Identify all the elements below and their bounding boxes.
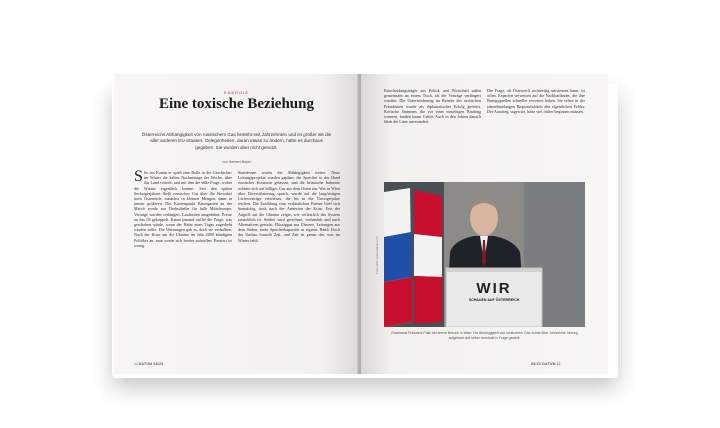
brand-footer-right: 05/23 DATUM xyxy=(531,362,556,366)
right-body-text-col1: Entscheidungsträger aus Politik und Wirtschaft saßen gemeinsam an einem Tisch, als die Verträge verlängert wurden. Die Unterzeichnung im Beisein des russischen Präsidenten wurde als diplomatischer Erfolg gefeiert. Kritische Stimmen, die vor einer einseitigen Bindung warnten, fanden kaum Gehör. Auch in den Jahren danach blieb die Linie unverändert. xyxy=(384,88,481,125)
left-footer xyxy=(134,362,163,366)
article-photo xyxy=(384,182,585,327)
russian-flag xyxy=(384,188,412,327)
body-column-1 xyxy=(134,170,232,356)
page-number-right: 15 xyxy=(556,362,561,366)
drop-cap: S xyxy=(134,170,143,185)
body-column-2 xyxy=(238,170,340,356)
right-body-column-2 xyxy=(487,88,585,178)
right-page xyxy=(361,74,608,374)
podium-subslogan: SCHAUEN AUF ÖSTERREICH xyxy=(468,298,520,302)
section-kicker: ENERGIE xyxy=(223,90,249,95)
right-footer xyxy=(531,362,560,366)
podium-top xyxy=(446,268,542,272)
body-text-col1: So ein Kamin er spielt eine Rolle in der Geschichte: im Winter die kalten Nachmittage der Woche, über das Land verteilt, und mit ihm die stille Frage, woher die Wärme eigentlich kommt. Seit den späten Sechzigerjahren fließt russisches Gas über die Slowakei nach Österreich, zunächst in kleinen Mengen, dann in immer größeren. Der Knotenpunkt Baumgarten an der March wurde zur Drehscheibe für halb Mitteleuropa. Verträge wurden verlängert, Laufzeiten ausgedehnt, Preise an das Öl gekoppelt. Kaum jemand stellte die Frage, was geschehen würde, wenn der Hahn eines Tages zugedreht werden sollte. Die Warnungen gab es, doch sie verhallten. Nach der Krise um die Ukraine im Jahr 2009 kündigten Politiker an, man werde sich breiter aufstellen. Passiert ist wenig. xyxy=(134,170,232,248)
brand-footer-left: DATUM 05/23 xyxy=(138,362,164,366)
right-body-column-1 xyxy=(384,88,481,178)
page-number-left: 14 xyxy=(134,362,138,366)
body-text-col2: Stattdessen wuchs die Abhängigkeit weiter. Neue Leitungsprojekte wurden geplant, die Speicher in der Hand russischer Konzerne gelassen, und die heimische Industrie richtete sich auf billiges Gas aus dem Osten ein. Wer in Wien über Diversifizierung sprach, wurde auf die langfristigen Lieferverträge verwiesen, die bis in die Vierzigerjahre reichen. Die Erzählung vom verlässlichen Partner hielt sich hartnäckig, auch nach der Annexion der Krim. Erst der Angriff auf die Ukraine zeigte, wie verletzlich das System tatsächlich ist. Seither wird gerechnet, verhandelt und nach Alternativen gesucht: Flüssiggas aus Übersee, Leitungen aus dem Süden, mehr Speicherkapazität in eigener Hand. Doch der Umbau braucht Zeit, und Zeit ist genau das, was im Winter fehlt. xyxy=(238,170,340,243)
article-subhead: Österreichs Abhängigkeit von russischem Gas besteht seit Jahrzehnten und ist größer als die aller anderen EU-Staaten. Gelegenheiten, daran etwas zu ändern, hätte es durchaus gegeben. Sie wurden aber nicht genutzt. xyxy=(141,132,332,150)
podium-slogan: WIR xyxy=(476,280,512,297)
photo-scene xyxy=(384,182,585,327)
article-byline: von Herbert Beyer xyxy=(221,160,252,164)
photo-caption: Russlands Präsident Putin bei einem Besuch in Wien: Die Abhängigkeit von russischem Gas wurde über Jahrzehnte hinweg aufgebaut und selten ernsthaft in Frage gestellt. xyxy=(391,331,578,340)
right-body-text-col2: Die Frage, ob Österreich rechtzeitig umsteuern kann, ist offen. Experten verweisen auf die Nachbarländer, die ihre Bezugsquellen schneller erweitert haben. Sie sehen in der jahrzehntelangen Bequemlichkeit den eigentlichen Fehler. Der Ausstieg, sagen sie, hätte viel früher beginnen müssen. xyxy=(487,88,585,114)
photo-credit: Foto: APA / picturedesk.com xyxy=(375,236,379,274)
left-page xyxy=(114,74,359,374)
article-headline: Eine toxische Beziehung xyxy=(158,96,314,112)
austrian-flag xyxy=(414,190,442,324)
